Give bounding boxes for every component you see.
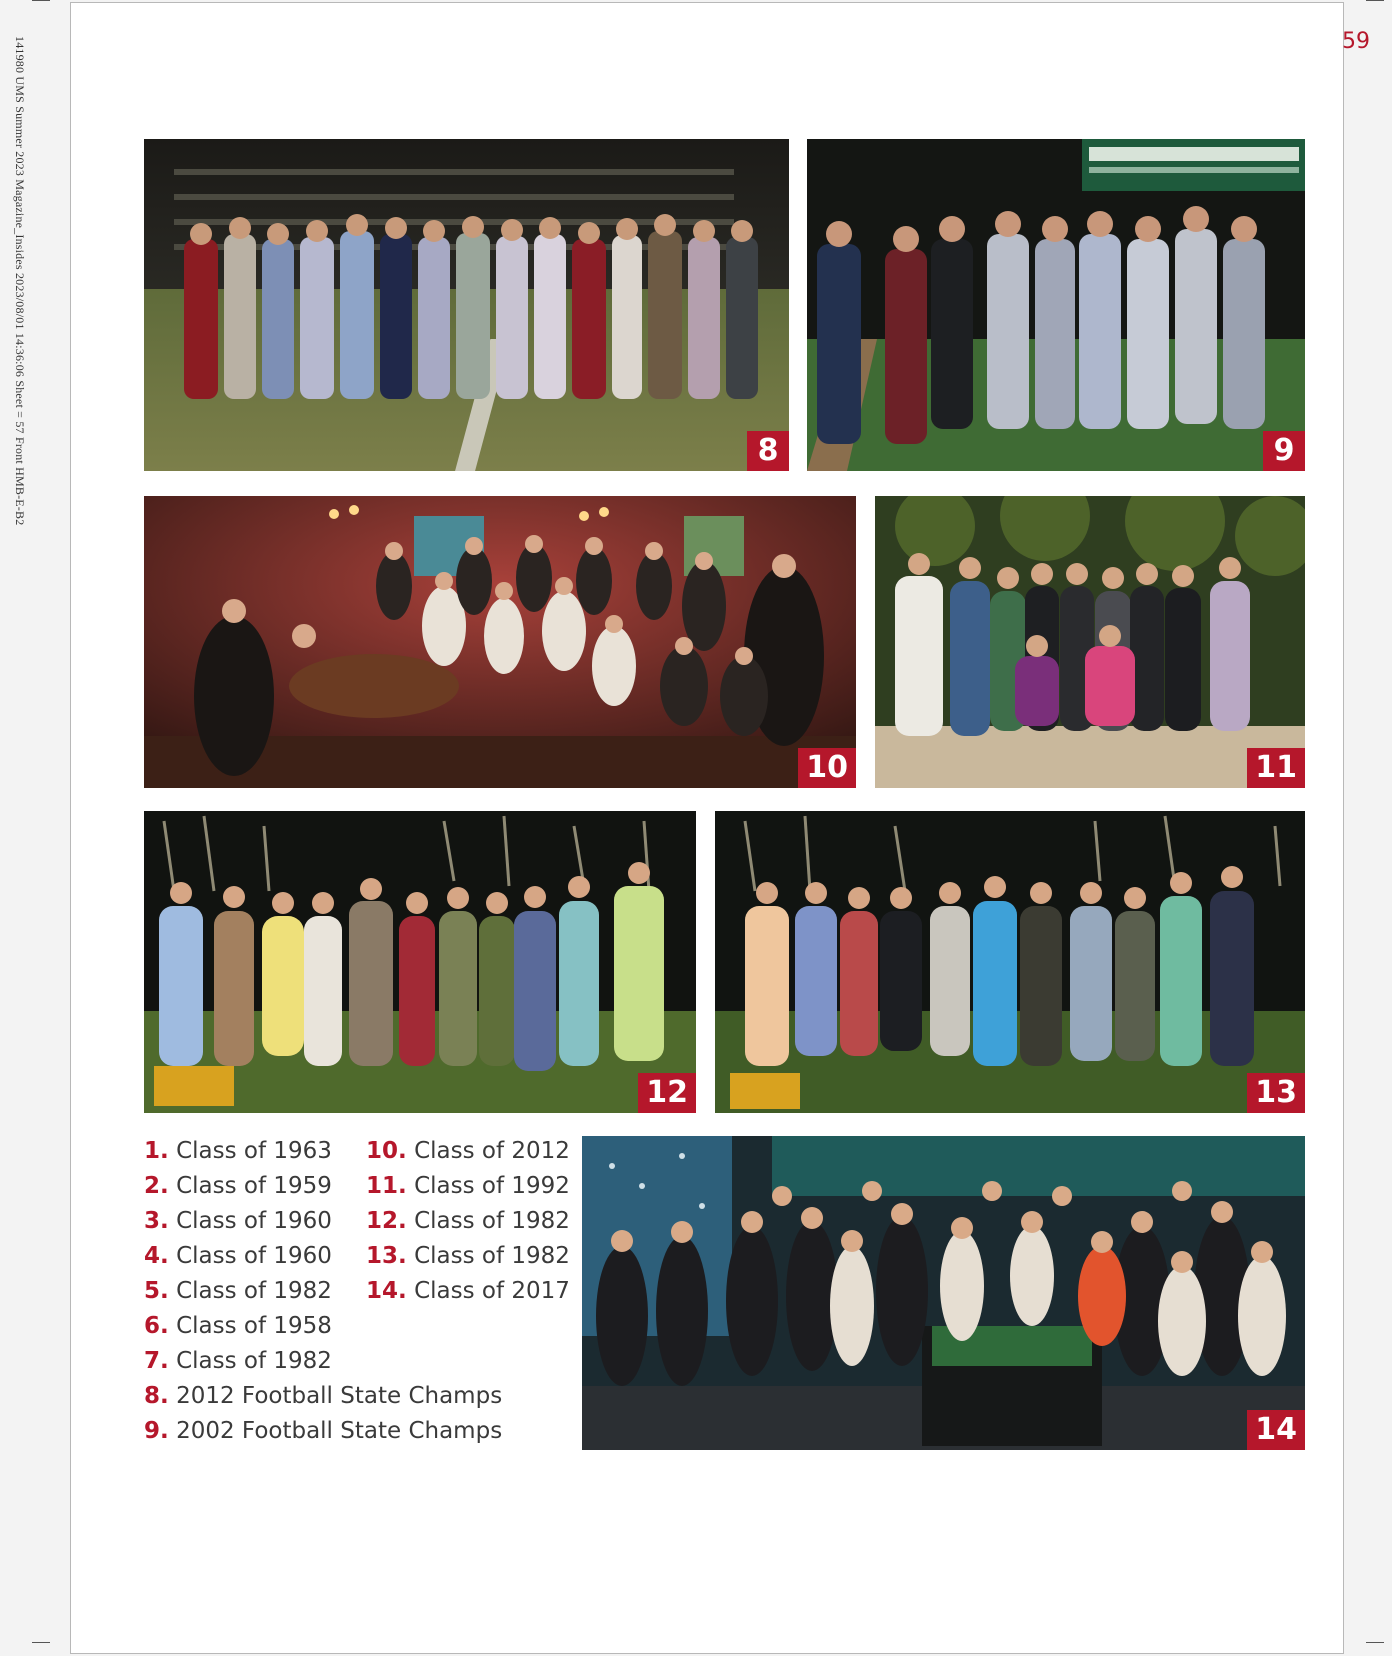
photo-12 <box>144 811 696 1113</box>
caption-item: 6. Class of 1958 <box>144 1313 332 1339</box>
photo-13 <box>715 811 1305 1113</box>
caption-item: 5. Class of 1982 <box>144 1278 332 1304</box>
caption-item: 3. Class of 1960 <box>144 1208 332 1234</box>
crop-mark <box>1366 0 1384 1</box>
caption-item: 7. Class of 1982 <box>144 1348 332 1374</box>
photo-8 <box>144 139 789 471</box>
photo-number-badge: 8 <box>747 431 789 471</box>
photo-14-image <box>582 1136 1305 1450</box>
photo-11 <box>875 496 1305 788</box>
photo-14 <box>582 1136 1305 1450</box>
caption-item: 11. Class of 1992 <box>366 1173 570 1199</box>
caption-item: 12. Class of 1982 <box>366 1208 570 1234</box>
caption-item: 1. Class of 1963 <box>144 1138 332 1164</box>
photo-9 <box>807 139 1305 471</box>
magazine-page <box>70 2 1370 1654</box>
crop-mark <box>32 1642 50 1643</box>
photo-number-badge: 11 <box>1247 748 1305 788</box>
caption-item: 9. 2002 Football State Champs <box>144 1418 503 1444</box>
photo-8-image <box>144 139 789 471</box>
photo-number-badge: 14 <box>1247 1410 1305 1450</box>
caption-item: 2. Class of 1959 <box>144 1173 332 1199</box>
photo-10 <box>144 496 856 788</box>
caption-item: 4. Class of 1960 <box>144 1243 332 1269</box>
photo-number-badge: 12 <box>638 1073 696 1113</box>
photo-9-image <box>807 139 1305 471</box>
caption-item: 14. Class of 2017 <box>366 1278 570 1304</box>
photo-12-image <box>144 811 696 1113</box>
print-slug: 141980 UMS Summer 2023 Magazine_Insides 2023/08/01 14:36:06 Sheet = 57 Front HMB-E-B2 <box>13 36 27 526</box>
photo-number-badge: 10 <box>798 748 856 788</box>
photo-13-image <box>715 811 1305 1113</box>
caption-item: 13. Class of 1982 <box>366 1243 570 1269</box>
crop-mark <box>1366 1642 1384 1643</box>
caption-list-right <box>366 1134 570 1309</box>
crop-mark <box>32 0 50 1</box>
photo-11-image <box>875 496 1305 788</box>
caption-item: 10. Class of 2012 <box>366 1138 570 1164</box>
caption-item: 8. 2012 Football State Champs <box>144 1383 503 1409</box>
photo-10-image <box>144 496 856 788</box>
photo-number-badge: 13 <box>1247 1073 1305 1113</box>
photo-number-badge: 9 <box>1263 431 1305 471</box>
page-number: 59 <box>1342 29 1370 54</box>
